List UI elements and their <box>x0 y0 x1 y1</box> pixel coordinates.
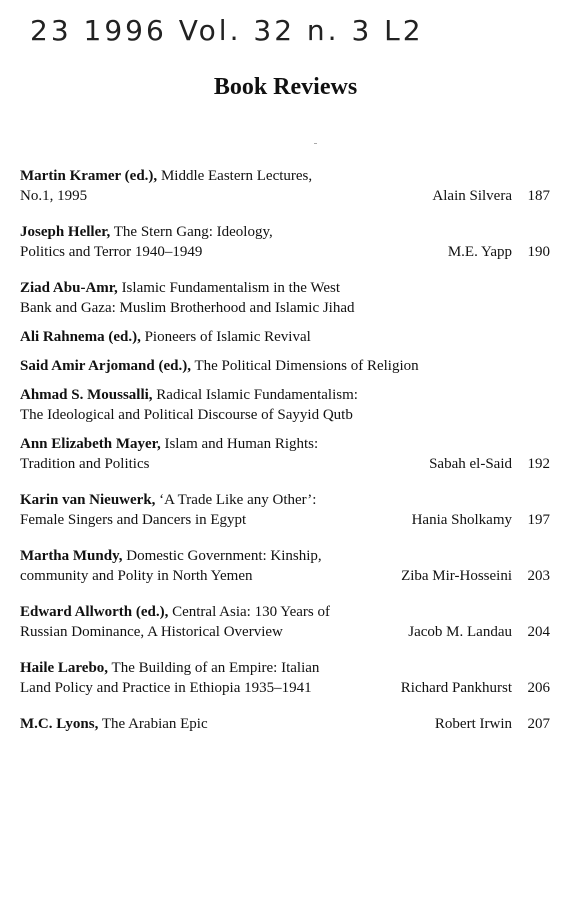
review-reviewer: Sabah el-Said <box>429 456 512 472</box>
review-entry <box>20 546 550 586</box>
review-book-title-cont: Tradition and Politics <box>20 456 150 472</box>
review-entry <box>20 385 550 425</box>
review-author: Joseph Heller, <box>20 224 111 240</box>
review-author: Karin van Nieuwerk, <box>20 492 156 508</box>
review-author: Edward Allworth (ed.), <box>20 604 169 620</box>
review-book-title: Central Asia: 130 Years of <box>168 604 330 620</box>
review-author: Martha Mundy, <box>20 548 123 564</box>
review-book-title: Domestic Government: Kinship, <box>122 548 322 564</box>
review-page-number: 187 <box>527 188 550 204</box>
page-title: Book Reviews <box>213 74 358 100</box>
review-book-title-cont: Bank and Gaza: Muslim Brotherhood and Islamic Jihad <box>20 300 355 316</box>
review-book-title-cont: The Ideological and Political Discourse of Sayyid Qutb <box>20 407 353 423</box>
review-entry <box>20 658 550 698</box>
review-book-title-cont: Female Singers and Dancers in Egypt <box>20 512 247 528</box>
review-book-title: The Stern Gang: Ideology, <box>110 224 273 240</box>
review-author: Ziad Abu-Amr, <box>20 280 118 296</box>
review-reviewer: Alain Silvera <box>432 188 512 204</box>
review-author: Haile Larebo, <box>20 660 109 676</box>
review-author: Ann Elizabeth Mayer, <box>20 436 161 452</box>
review-page-number: 206 <box>527 680 550 696</box>
review-author: Ahmad S. Moussalli, <box>20 387 153 403</box>
review-page-number: 203 <box>527 568 550 584</box>
review-reviewer: Hania Sholkamy <box>411 512 512 528</box>
review-reviewer: Robert Irwin <box>434 716 512 732</box>
review-book-title: ‘A Trade Like any Other’: <box>155 492 317 508</box>
review-book-title-cont: Land Policy and Practice in Ethiopia 1935–1941 <box>20 680 312 696</box>
review-reviewer: M.E. Yapp <box>447 244 512 260</box>
review-book-title: Islam and Human Rights: <box>160 436 319 452</box>
scan-speck <box>314 143 317 144</box>
review-reviewer: Richard Pankhurst <box>400 680 512 696</box>
review-author: Martin Kramer (ed.), <box>20 168 158 184</box>
review-book-title-cont: Russian Dominance, A Historical Overview <box>20 624 283 640</box>
review-reviewer: Ziba Mir-Hosseini <box>401 568 512 584</box>
review-entry <box>20 434 550 474</box>
review-book-title: Islamic Fundamentalism in the West <box>117 280 341 296</box>
review-entry <box>20 166 550 206</box>
review-book-title: Middle Eastern Lectures, <box>157 168 313 184</box>
review-book-title: The Arabian Epic <box>98 716 208 732</box>
review-page-number: 207 <box>527 716 550 732</box>
review-page-number: 204 <box>527 624 550 640</box>
review-page-number: 190 <box>527 244 550 260</box>
review-entry <box>20 278 550 318</box>
review-book-title-cont: Politics and Terror 1940–1949 <box>20 244 203 260</box>
review-book-title-cont: No.1, 1995 <box>20 188 88 204</box>
review-entry <box>20 327 550 347</box>
review-book-title: Radical Islamic Fundamentalism: <box>152 387 358 403</box>
review-book-title-cont: community and Polity in North Yemen <box>20 568 253 584</box>
review-list <box>20 166 550 734</box>
review-entry <box>20 714 550 734</box>
review-entry <box>20 356 550 376</box>
review-author: Ali Rahnema (ed.), <box>20 329 141 345</box>
review-page-number: 197 <box>527 512 550 528</box>
review-book-title: The Political Dimensions of Religion <box>190 358 419 374</box>
review-page-number: 192 <box>527 456 550 472</box>
review-entry <box>20 222 550 262</box>
review-book-title: Pioneers of Islamic Revival <box>140 329 311 345</box>
review-reviewer: Jacob M. Landau <box>408 624 512 640</box>
review-author: Said Amir Arjomand (ed.), <box>20 358 191 374</box>
handwritten-note: 23 1996 Vol. 32 n. 3 L2 <box>30 14 424 47</box>
review-book-title: The Building of an Empire: Italian <box>108 660 320 676</box>
review-author: M.C. Lyons, <box>20 716 99 732</box>
review-entry <box>20 602 550 642</box>
review-entry <box>20 490 550 530</box>
